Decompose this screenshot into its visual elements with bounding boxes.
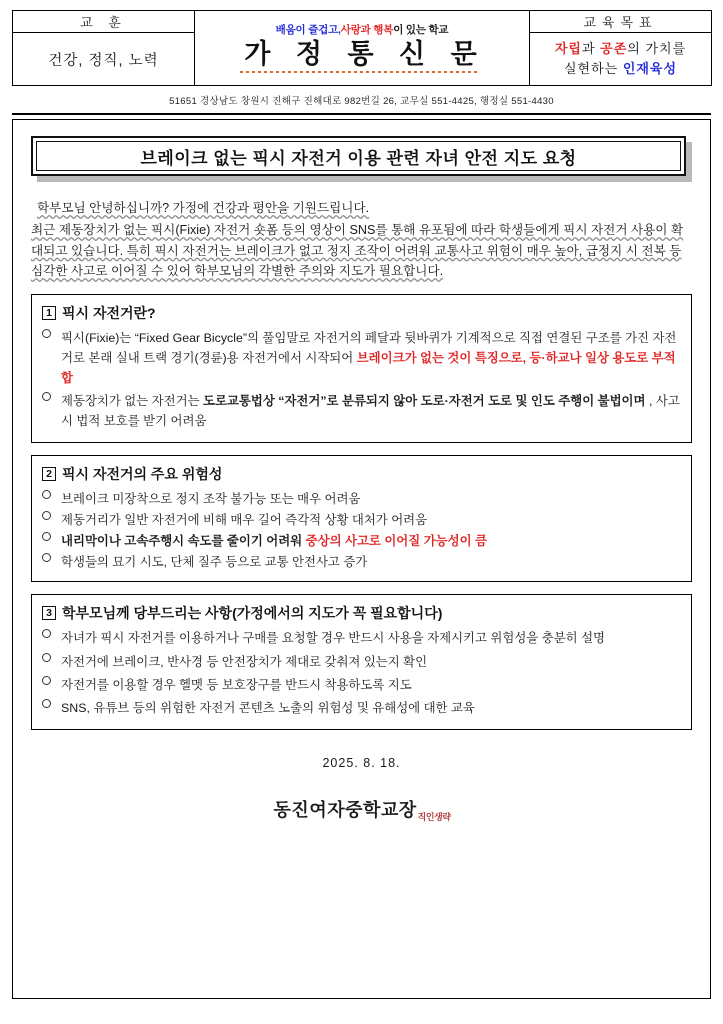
goal-value	[530, 33, 712, 86]
content-frame	[12, 119, 711, 999]
title-cell	[195, 11, 530, 86]
circle-bullet-icon	[42, 699, 51, 708]
circle-bullet-icon	[42, 676, 51, 685]
slogan-part-1: 배움이 즐겁고,	[275, 24, 341, 37]
goal-word-4: 의 가치를	[627, 41, 687, 56]
item-highlight: 브레이크가 없는 것이 특징으로, 등·하교나 일상 용도로 부적합	[61, 350, 676, 385]
section-2	[31, 455, 692, 582]
circle-bullet-icon	[42, 511, 51, 520]
section-3-number: 3	[42, 606, 56, 620]
item-text: 제동거리가 일반 자전거에 비해 매우 길어 즉각적 상황 대처가 어려움	[61, 513, 428, 528]
signer-name: 동진여자중학교장	[273, 799, 417, 820]
circle-bullet-icon	[42, 392, 51, 401]
issue-date: 2025. 8. 18.	[322, 755, 401, 770]
item-text: 자전거에 브레이크, 반사경 등 안전장치가 제대로 갖춰져 있는지 확인	[61, 654, 428, 669]
section-1-heading: 픽시 자전거란?	[62, 304, 156, 321]
circle-bullet-icon	[42, 532, 51, 541]
title-slogan	[195, 22, 529, 37]
slogan-part-2: 사랑과 행복	[340, 24, 394, 37]
item-bold: 내리막이나 고속주행시 속도를 줄이기 어려워	[61, 534, 306, 549]
section-1-list	[42, 328, 681, 431]
intro-block	[31, 198, 692, 282]
section-2-list	[42, 489, 681, 572]
section-3-title	[42, 603, 681, 623]
motto-caption: 교 훈	[13, 11, 195, 33]
list-item	[42, 628, 681, 648]
intro-paragraph-2	[31, 220, 692, 281]
goal-word-3: 공존	[600, 41, 628, 56]
list-item	[42, 510, 681, 530]
item-text: 학생들의 묘기 시도, 단체 질주 등으로 교통 안전사고 증가	[61, 555, 368, 570]
list-item	[42, 328, 681, 388]
item-text: 픽시(Fixie)는 “Fixed Gear Bicycle”의 풀임말로 자전거의 페달과 뒷바퀴가 기계적으로 직접 연결된 구조를 가진 자전거로 본래 실내 트랙 경기(경륜)용 자전거에서 시작되어	[61, 330, 677, 365]
item-text: SNS, 유튜브 등의 위험한 자전거 콘텐츠 노출의 위험성 및 유해성에 대한 교육	[61, 700, 475, 715]
item-text-tail: , 사고 시 법적 보호를 받기 어려움	[61, 393, 680, 428]
footer-block	[29, 756, 694, 822]
goal-word-1: 자립	[554, 41, 582, 56]
list-item	[42, 391, 681, 431]
goal-caption: 교육목표	[530, 11, 712, 33]
circle-bullet-icon	[42, 553, 51, 562]
circle-bullet-icon	[42, 329, 51, 338]
banner-inner-border	[36, 141, 681, 171]
headline-banner	[31, 136, 692, 182]
item-highlight: 중상의 사고로 이어질 가능성이 큼	[305, 534, 487, 549]
slogan-part-3: 이 있는 학교	[393, 24, 449, 37]
section-1	[31, 294, 692, 443]
list-item	[42, 675, 681, 695]
intro-text-2: 최근 제동장치가 없는 픽시(Fixie) 자전거 숏폼 등의 영상이 SNS를 통해 유포됨에 따라 학생들에게 픽시 자전거 사용이 확대되고 있습니다. 특히 픽시 자전거는 브레이크가 없고 정지 조작이 어려워 교통사고 위험이 매우 높아, 급정지 시 전복 등 심각한 사고로 이어질 수 있어 학부모님의 각별한 주의와 지도가 필요합니다.	[31, 223, 684, 279]
item-text: 자녀가 픽시 자전거를 이용하거나 구매를 요청할 경우 반드시 사용을 자제시키고 위험성을 충분히 설명	[61, 631, 606, 646]
section-1-number: 1	[42, 306, 56, 320]
section-2-title	[42, 464, 681, 484]
list-item	[42, 652, 681, 672]
goal-line-2	[531, 59, 710, 79]
section-1-title	[42, 303, 681, 323]
section-2-heading: 픽시 자전거의 주요 위험성	[62, 466, 223, 483]
goal-line-1	[531, 39, 710, 59]
list-item	[42, 698, 681, 718]
section-3	[31, 594, 692, 729]
item-text: 브레이크 미장착으로 정지 조작 불가능 또는 매우 어려움	[61, 492, 361, 507]
section-2-number: 2	[42, 467, 56, 481]
motto-value: 건강, 정직, 노력	[13, 33, 195, 86]
school-address: 51651 경상남도 창원시 진해구 진해대로 982번길 26, 교무실 551-4425, 행정실 551-4430	[12, 86, 711, 115]
list-item	[42, 552, 681, 572]
circle-bullet-icon	[42, 629, 51, 638]
item-text: 제동장치가 없는 자전거는	[61, 393, 203, 408]
item-text: 자전거를 이용할 경우 헬멧 등 보호장구를 반드시 착용하도록 지도	[61, 677, 412, 692]
intro-text-1: 학부모님 안녕하십니까? 가정에 건강과 평안을 기원드립니다.	[37, 201, 370, 215]
circle-bullet-icon	[42, 653, 51, 662]
list-item	[42, 531, 681, 551]
section-3-heading: 학부모님께 당부드리는 사항(가정에서의 지도가 꼭 필요합니다)	[62, 605, 443, 622]
list-item	[42, 489, 681, 509]
goal-word-5: 실현하는	[563, 61, 623, 77]
header-table	[12, 10, 712, 86]
goal-word-6: 인재육성	[622, 61, 678, 77]
item-bold: 도로교통법상 “자전거”로 분류되지 않아 도로·자전거 도로 및 인도 주행이 불법이며	[203, 393, 646, 408]
goal-word-2: 과	[581, 41, 601, 56]
banner-box	[31, 136, 686, 176]
banner-title: 브레이크 없는 픽시 자전거 이용 관련 자녀 안전 지도 요청	[140, 148, 577, 168]
section-3-list	[42, 628, 681, 717]
circle-bullet-icon	[42, 490, 51, 499]
intro-paragraph-1	[31, 198, 692, 218]
signature-line	[274, 796, 450, 822]
document-main-title: 가 정 통 신 문	[238, 39, 485, 70]
seal-omitted-note: 직인생략	[417, 811, 451, 822]
